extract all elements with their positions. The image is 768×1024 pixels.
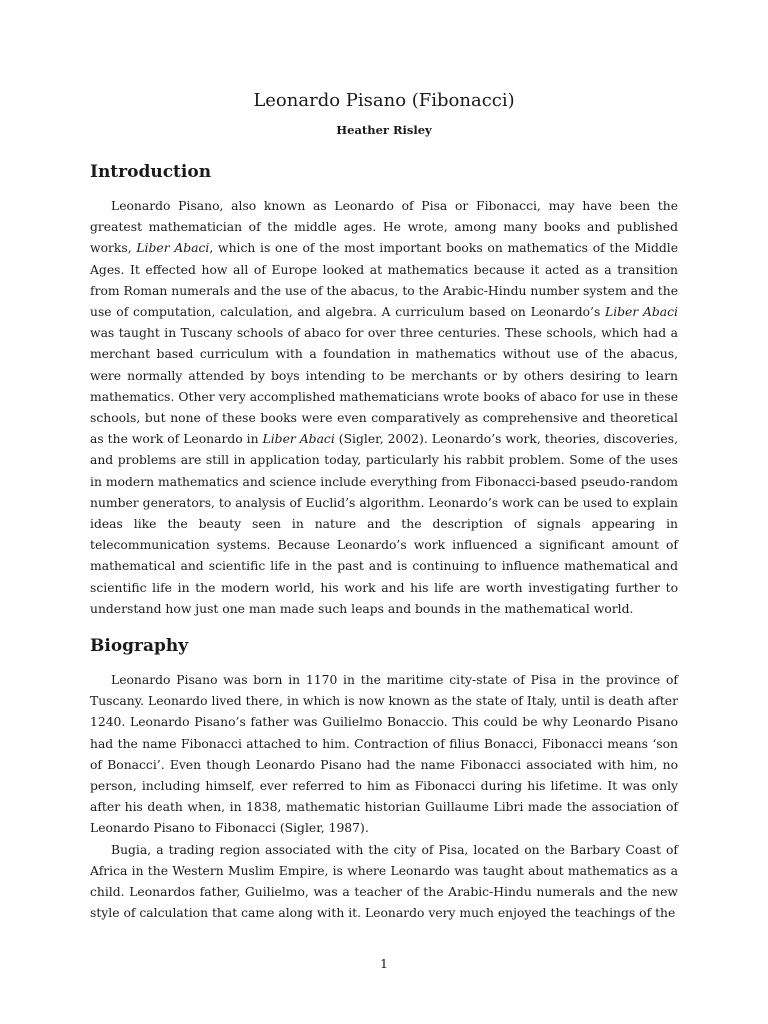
intro-text-4: (Sigler, 2002). Leonardo’s work, theories, discoveries, and problems are still in application today, particularly his rabbit problem. Some of the uses in modern mathematics and science include everything from Fibonacci-based pseudo-random number generators, to analysis of Euclid’s algorithm. Leonardo’s work can be used to explain ideas like the beauty seen in nature and the description of signals appearing in telecommunication systems. Because Leonardo’s work influenced a significant amount of mathematical and scientific life in the past and is continuing to influence mathematical and scientific life in the modern world, his work and his life are worth investigating further to understand how just one man made such leaps and bounds in the mathematical world. xyxy=(90,432,678,616)
page-content xyxy=(90,88,678,925)
book-title-liber-abaci: Liber Abaci xyxy=(136,241,210,256)
section-heading-introduction: Introduction xyxy=(90,162,212,182)
biography-paragraph-2: Bugia, a trading region associated with the city of Pisa, located on the Barbary Coast of Africa in the Western Muslim Empire, is where Leonardo was taught about mathematics as a child. Leonardos father, Guilielmo, was a teacher of the Arabic-Hindu numerals and the new style of calculation that came along with it. Leonardo very much enjoyed the teachings of the xyxy=(90,842,678,921)
page-number: 1 xyxy=(380,956,388,971)
book-title-liber-abaci: Liber Abaci xyxy=(262,432,335,447)
intro-text-1: Leonardo Pisano, also known as Leonardo of Pisa or Fibonacci, may have been the greatest mathematician of the middle ages. He wrote, among many books and published works, xyxy=(90,199,678,256)
document-title: Leonardo Pisano (Fibonacci) xyxy=(253,90,515,111)
document-author: Heather Risley xyxy=(336,123,432,137)
book-title-liber-abaci: Liber Abaci xyxy=(605,305,679,320)
introduction-paragraph xyxy=(90,196,678,620)
section-heading-biography: Biography xyxy=(90,636,189,657)
intro-text-3: was taught in Tuscany schools of abaco for over three centuries. These schools, which had a merchant based curriculum with a foundation in mathematics without use of the abacus, were normally attended by boys intending to be merchants or by others desiring to learn mathematics. Other very accomplished mathematicians wrote books of abaco for use in these schools, but none of these books were even comparatively as comprehensive and theoretical as the work of Leonardo in xyxy=(90,326,678,447)
intro-text-2: , which is one of the most important books on mathematics of the Middle Ages. It effected how all of Europe looked at mathematics because it acted as a transition from Roman numerals and the use of the abacus, to the Arabic-Hindu number system and the use of computation, calculation, and algebra. A curriculum based on Leonardo’s xyxy=(90,241,679,320)
section-biography xyxy=(90,634,678,924)
section-introduction xyxy=(90,160,678,620)
biography-paragraph-1: Leonardo Pisano was born in 1170 in the maritime city-state of Pisa in the province of Tuscany. Leonardo lived there, in which is now known as the state of Italy, until is death after 1240. Leonardo Pisano’s father was Guilielmo Bonaccio. This could be why Leonardo Pisano had the name Fibonacci attached to him. Contraction of filius Bonacci, Fibonacci means ‘son of Bonacci’. Even though Leonardo Pisano had the name Fibonacci associated with him, no person, including himself, ever referred to him as Fibonacci during his lifetime. It was only after his death when, in 1838, mathematic historian Guillaume Libri made the association of Leonardo Pisano to Fibonacci (Sigler, 1987). xyxy=(90,673,678,836)
